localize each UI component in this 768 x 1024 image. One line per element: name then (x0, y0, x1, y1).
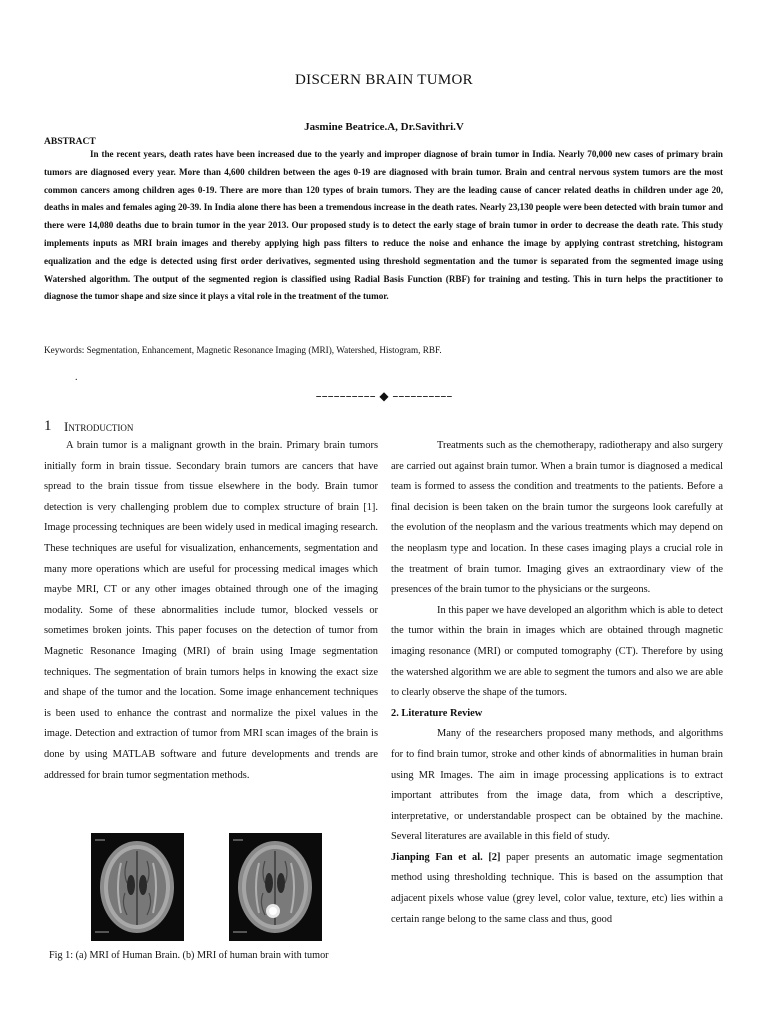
section-2-heading: 2. Literature Review (391, 707, 483, 719)
fan-paragraph-text: paper presents an automatic image segmentation method using thresholding technique. This is based on the assumption that adjacent pixels whose value (grey level, color value, texture, etc) lies within a certain range belong to the same class and thus, good (391, 851, 723, 925)
paper-title: DISCERN BRAIN TUMOR (295, 72, 473, 88)
keywords: Keywords: Segmentation, Enhancement, Magnetic Resonance Imaging (MRI), Watershed, Histogram, RBF. (44, 345, 442, 355)
figure-caption: Fig 1: (a) MRI of Human Brain. (b) MRI of human brain with tumor (49, 950, 329, 961)
treatment-paragraph: Treatments such as the chemotherapy, radiotherapy and also surgery are carried out against brain tumor. When a brain tumor is diagnosed a medical team is formed to assess the condition and treatments to the patients. Before a final decision is been taken on the brain tumor the surgeons look carefully at the evolution of the neoplasm and the various treatments which may depend on the neoplasm type and location. In these cases imaging plays a crucial role in the treatment of brain tumor. Imaging gives an extraordinary view of the presences of the brain tumor to the physicians or the surgeons. (391, 440, 723, 596)
algorithm-paragraph: In this paper we have developed an algorithm which is able to detect the tumor within the brain in images which are obtained through magnetic imaging resonance (MRI) or computed tomography (CT). Therefore by using the watershed algorithm we are able to segment the tumors and also we are able to clearly observe the shape of the tumors. (391, 604, 723, 699)
section-1-title: Introduction (64, 419, 134, 434)
reference-author: Jianping Fan et al. [2] (391, 851, 501, 863)
abstract-text: In the recent years, death rates have been increased due to the yearly and improper diagnose of brain tumor in India. Nearly 70,000 new cases of primary brain tumors are diagnosed every year. More than 4,600 children between the ages 0-19 are diagnosed with brain tumor. Brain and central nervous system tumors are the most common cancers among children ages 0-19. There are more than 120 types of brain tumors. They are the leading cause of cancer related deaths in children under age 20, deaths in males and females aging 20-39. In India alone there has been a tremendous increase in the death rates. Nearly 23,130 people were been detected with brain tumor and there were 14,080 deaths due to brain tumor in the year 2013. Our proposed study is to detect the early stage of brain tumor in order to decrease the death rate. This study implements inputs as MRI brain images and thereby applying high pass filters to reduce the noise and enhance the image by applying contrast stretching, histogram equalization and the edge is detected using first order derivatives, segmented using threshold segmentation and the tumor is separated from the segmented image using Watershed algorithm. The output of the segmented region is classified using Radial Basis Function (RBF) for training and testing. This in turn helps the practitioner to diagnose the tumor shape and size since it plays a vital role in the treatment of the tumor. (44, 149, 723, 302)
section-separator: –––––––––– ◆ –––––––––– (315, 389, 453, 403)
fan-paragraph (391, 848, 723, 930)
mri-image-tumor (229, 833, 322, 941)
right-column (391, 436, 723, 930)
section-1-number: 1 (44, 418, 52, 434)
paper-authors: Jasmine Beatrice.A, Dr.Savithri.V (304, 121, 464, 133)
left-column (44, 436, 378, 786)
stray-dot: . (75, 372, 78, 383)
literature-paragraph: Many of the researchers proposed many methods, and algorithms for to find brain tumor, stroke and other kinds of abnormalities in human brain using MR Images. The aim in image processing applications is to extract important attributes from the image data, from which a descriptive, interpretative, or understandable prospect can be obtained by the machine. Several literatures are available in this field of study. (391, 728, 723, 843)
abstract-heading: ABSTRACT (44, 137, 96, 147)
intro-paragraph: A brain tumor is a malignant growth in the brain. Primary brain tumors initially form in brain tissue. Secondary brain tumors are cancers that have spread to the brain tissue from tissue elsewhere in the body. Brain tumor detection is very challenging problem due to complex structure of brain [1]. Image processing techniques are been widely used in medical imaging research. These techniques are useful for visualization, enhancements, segmentation and many more operations which are useful for processing medical images which maybe MRI, CT or any other images obtained through one of the imaging modality. Some of these abnormalities include tumor, blocked vessels or sometimes broken joints. This paper focuses on the detection of tumor from Magnetic Resonance Imaging (MRI) of brain using Image segmentation techniques. The segmentation of brain tumors helps in knowing the exact size and shape of the tumor and the location. Some image enhancement techniques is been used to enhance the contrast and normalize the pixel values in the image. Detection and extraction of tumor from MRI scan images of the brain is done by using MATLAB software and future developments and trends are addressed for brain tumor segmentation methods. (44, 440, 378, 781)
mri-image-normal (91, 833, 184, 941)
